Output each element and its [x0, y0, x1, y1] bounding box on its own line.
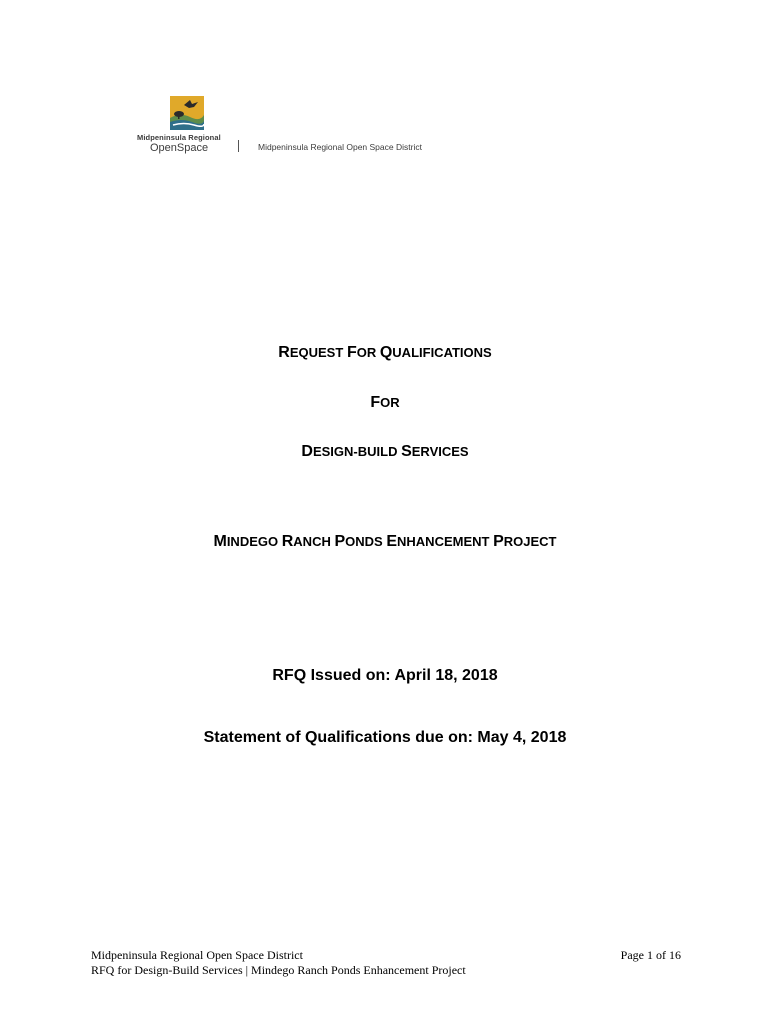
heading-word: PROJECT: [493, 533, 557, 550]
heading-word: DESIGN-BUILD: [301, 443, 398, 460]
eagle-landscape-logo-icon: [170, 96, 204, 130]
heading-request-for-qualifications: [0, 344, 770, 362]
logo-district-name: Midpeninsula Regional Open Space District: [258, 142, 422, 152]
rfq-issued-date: RFQ Issued on: April 18, 2018: [272, 667, 498, 684]
logo-divider: [238, 140, 239, 152]
heading-word: PONDS: [334, 533, 383, 550]
heading-project-name: [0, 533, 770, 551]
heading-word: QUALIFICATIONS: [379, 344, 492, 361]
heading-word: ENHANCEMENT: [386, 533, 490, 550]
heading-design-build-services: [0, 443, 770, 461]
logo-brand-name: OpenSpace: [150, 142, 209, 154]
heading-word: FOR: [346, 344, 377, 361]
page-footer: [91, 948, 681, 978]
heading-word: FOR: [370, 394, 400, 411]
heading-for: [0, 394, 770, 412]
heading-word: RANCH: [281, 533, 331, 550]
logo-org-name: Midpeninsula Regional: [137, 133, 221, 142]
soq-due-date: Statement of Qualifications due on: May 4, 2018: [203, 729, 567, 746]
heading-word: MINDEGO: [213, 533, 279, 550]
organization-logo: [137, 94, 437, 164]
footer-district: Midpeninsula Regional Open Space District: [91, 948, 303, 962]
heading-word: SERVICES: [401, 443, 469, 460]
footer-document-title: RFQ for Design-Build Services | Mindego Ranch Ponds Enhancement Project: [91, 963, 466, 977]
footer-page-number: Page 1 of 16: [620, 948, 681, 962]
heading-word: REQUEST: [278, 344, 344, 361]
